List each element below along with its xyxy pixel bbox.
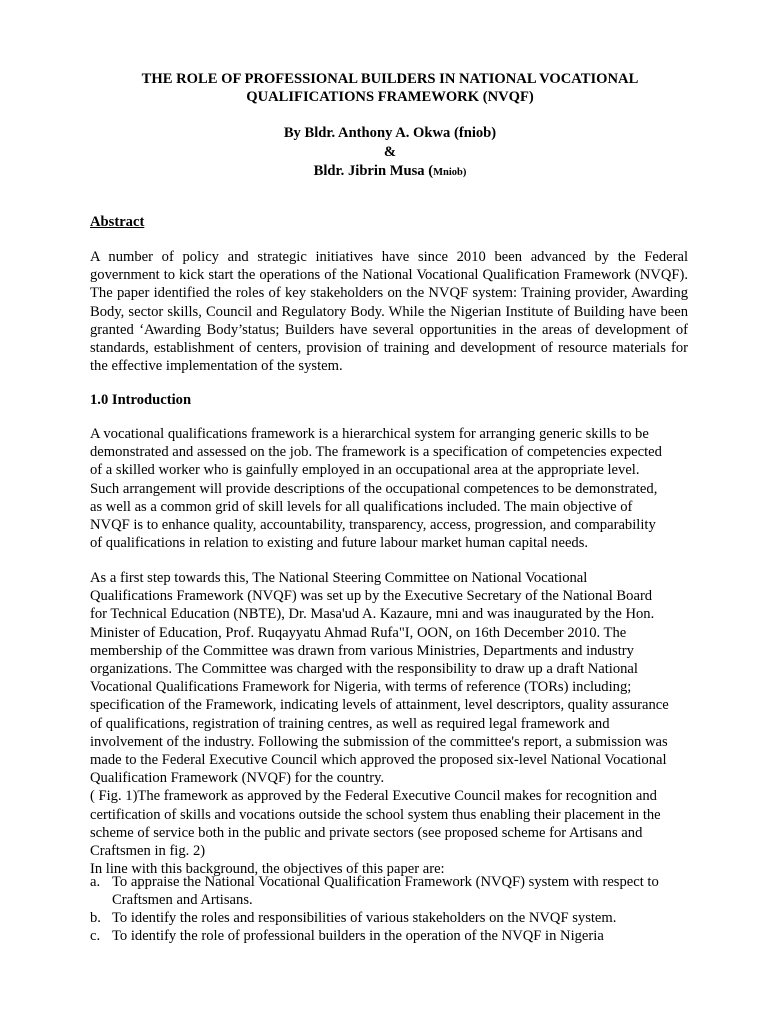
paragraph-line: as well as a common grid of skill levels for all qualifications included. The main objective of	[90, 498, 633, 515]
paragraph-line: organizations. The Committee was charged with the responsibility to draw up a draft National	[90, 661, 638, 678]
paragraph-line: NVQF is to enhance quality, accountability, transparency, access, progression, and comparability	[90, 517, 656, 534]
paper-title	[90, 70, 690, 106]
paragraph-line: of a skilled worker who is gainfully employed in an occupational area at the appropriate level.	[90, 462, 640, 479]
paragraph-line: membership of the Committee was drawn from various Ministries, Departments and industry	[90, 642, 634, 659]
paragraph-line: scheme of service both in the public and private sectors (see proposed scheme for Artisans and	[90, 824, 643, 841]
title-line-1: THE ROLE OF PROFESSIONAL BUILDERS IN NATIONAL VOCATIONAL	[141, 71, 639, 87]
author-separator: &	[383, 144, 397, 160]
abstract-heading: Abstract	[90, 214, 145, 230]
paragraph-line: A vocational qualifications framework is a hierarchical system for arranging generic skills to be	[90, 426, 649, 442]
author-2-name: Bldr. Jibrin Musa (	[313, 163, 434, 179]
paragraph-line: ( Fig. 1)The framework as approved by the Federal Executive Council makes for recognition and	[90, 788, 657, 805]
paragraph-line: made to the Federal Executive Council which approved the proposed six-level National Vocational	[90, 752, 667, 769]
author-1: By Bldr. Anthony A. Okwa (fniob)	[283, 125, 497, 141]
objective-line: To identify the role of professional builders in the operation of the NVQF in Nigeria	[112, 928, 604, 944]
author-block	[90, 124, 690, 182]
paragraph-line: Vocational Qualifications Framework for Nigeria, with terms of reference (TORs) including;	[90, 679, 632, 696]
paragraph-line: As a first step towards this, The National Steering Committee on National Vocational	[90, 570, 588, 586]
objective-line: To appraise the National Vocational Qualification Framework (NVQF) system with respect to	[112, 874, 659, 890]
paragraph-line: Qualification Framework (NVQF) for the country.	[90, 770, 385, 787]
abstract-text: A number of policy and strategic initiatives have since 2010 been advanced by the Federal government to kick start the operations of the National Vocational Qualification Framework (NVQF). The paper identified the roles of key stakeholders on the NVQF system: Training provider, Awarding Body, sector skills, Council and Regulatory Body. While the Nigerian Institute of Building have been granted ‘Awarding Body’status; Builders have several opportunities in the areas of development of standards, establishment of centers, provision of training and development of resource materials for the effective implementation of the system.	[90, 249, 688, 375]
paragraph-line: Minister of Education, Prof. Ruqayyatu Ahmad Rufa"I, OON, on 16th December 2010. The	[90, 624, 627, 641]
objective-line: Craftsmen and Artisans.	[112, 892, 253, 909]
paragraph-line: Such arrangement will provide descriptions of the occupational competences to be demonstrated,	[90, 480, 658, 497]
introduction-paragraph-2	[90, 569, 688, 878]
paragraph-line: demonstrated and assessed on the job. The framework is a specification of competencies expected	[90, 444, 662, 461]
objective-item-a	[90, 873, 710, 909]
objective-item-c	[90, 927, 710, 945]
title-line-2: QUALIFICATIONS FRAMEWORK (NVQF)	[246, 89, 534, 105]
objective-line: To identify the roles and responsibilities of various stakeholders on the NVQF system.	[112, 910, 617, 926]
paragraph-line: for Technical Education (NBTE), Dr. Masa'ud A. Kazaure, mni and was inaugurated by the Hon.	[90, 606, 655, 623]
list-marker: c.	[90, 928, 101, 944]
paragraph-line: In line with this background, the objectives of this paper are:	[90, 861, 445, 878]
introduction-heading: 1.0 Introduction	[90, 392, 192, 408]
paragraph-line: Craftsmen in fig. 2)	[90, 843, 206, 860]
paragraph-line: of qualifications in relation to existing and future labour market human capital needs.	[90, 535, 589, 552]
author-2-suffix: Mniob)	[433, 167, 467, 178]
objective-item-b	[90, 909, 710, 927]
paragraph-line: Qualifications Framework (NVQF) was set up by the Executive Secretary of the National Board	[90, 588, 653, 605]
paragraph-line: involvement of the industry. Following the submission of the committee's report, a submission was	[90, 733, 668, 750]
paragraph-line: specification of the Framework, indicating levels of attainment, level descriptors, quality assurance	[90, 697, 669, 714]
paragraph-line: certification of skills and vocations outside the school system thus enabling their placement in the	[90, 806, 661, 823]
author-2	[90, 162, 690, 182]
paragraph-line: of qualifications, registration of training centres, as well as required legal framework and	[90, 715, 610, 732]
list-marker: b.	[90, 910, 101, 926]
introduction-paragraph-1	[90, 425, 688, 552]
list-marker: a.	[90, 874, 101, 890]
